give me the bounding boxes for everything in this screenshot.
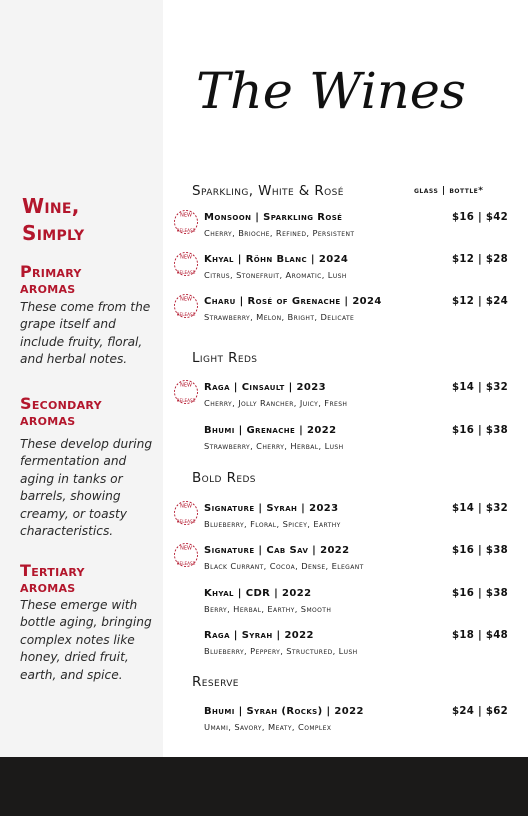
wine-notes: Strawberry, Cherry, Herbal, Lush: [204, 441, 344, 451]
wine-price: $18 | $48: [451, 630, 508, 641]
new-release-badge-icon: [172, 208, 200, 236]
svg-text:RELEASE: RELEASE: [176, 312, 196, 317]
section-title: Reserve: [192, 674, 239, 690]
svg-text:NEW: NEW: [180, 212, 192, 219]
wine-item: [172, 503, 512, 535]
section-title: Light Reds: [192, 350, 258, 366]
tertiary-aromas-heading: [20, 563, 85, 595]
section-title: Bold Reds: [192, 470, 256, 486]
wine-price: $12 | $24: [451, 296, 508, 307]
wine-price: $16 | $38: [451, 545, 508, 556]
secondary-aromas-body: These develop during fermentation and aging in tanks or barrels, showing creamy, or toasty characteristics.: [20, 437, 153, 539]
svg-text:NEW: NEW: [180, 503, 192, 510]
tertiary-aromas-body: These emerge with bottle aging, bringing complex notes like honey, dried fruit, earth, and spice.: [20, 598, 152, 682]
wine-item: [172, 545, 512, 577]
price-column-header: glass | bottle*: [414, 186, 484, 196]
page-title: [186, 30, 476, 150]
wine-price: $24 | $62: [451, 706, 508, 717]
svg-text:RELEASE: RELEASE: [176, 228, 196, 233]
wine-name: Signature | Syrah | 2023: [204, 503, 339, 514]
wine-notes: Black Currant, Cocoa, Dense, Elegant: [204, 561, 364, 571]
svg-text:NEW: NEW: [180, 254, 192, 261]
wine-name: Bhumi | Syrah (Rocks) | 2022: [204, 706, 364, 717]
wine-item: [172, 254, 512, 286]
wine-name: Raga | Cinsault | 2023: [204, 382, 326, 393]
new-release-badge-icon: [172, 292, 200, 320]
wine-notes: Strawberry, Melon, Bright, Delicate: [204, 312, 355, 322]
wine-name: Raga | Syrah | 2022: [204, 630, 314, 641]
sidebar-heading: [22, 193, 84, 247]
new-release-badge-icon: [172, 378, 200, 406]
sidebar-heading-line2: Simply: [22, 221, 85, 245]
sidebar-heading-line1: Wine,: [22, 194, 80, 218]
svg-text:RELEASE: RELEASE: [176, 561, 196, 566]
svg-text:NEW: NEW: [180, 296, 192, 303]
primary-aromas-heading: [20, 264, 82, 296]
wine-notes: Cherry, Jolly Rancher, Juicy, Fresh: [204, 398, 348, 408]
primary-aromas-title-1: Primary: [20, 262, 82, 281]
wine-item: [172, 706, 512, 738]
wine-price: $16 | $38: [451, 425, 508, 436]
wine-notes: Blueberry, Floral, Spicey, Earthy: [204, 519, 341, 529]
primary-aromas-body: These come from the grape itself and include fruity, floral, and herbal notes.: [20, 300, 151, 367]
wine-notes: Cherry, Brioche, Refined, Persistent: [204, 228, 355, 238]
wine-item: [172, 382, 512, 414]
secondary-aromas-heading: [20, 396, 102, 428]
wine-item: [172, 425, 512, 457]
wine-price: $12 | $28: [451, 254, 508, 265]
wine-notes: Umami, Savory, Meaty, Complex: [204, 722, 332, 732]
page-title-text: The Wines: [196, 62, 466, 120]
section-title: Sparkling, White & Rosé: [192, 183, 344, 199]
new-release-badge-icon: [172, 499, 200, 527]
svg-text:RELEASE: RELEASE: [176, 270, 196, 275]
wine-price: $16 | $38: [451, 588, 508, 599]
wine-name: Bhumi | Grenache | 2022: [204, 425, 337, 436]
wine-item: [172, 588, 512, 620]
svg-text:NEW: NEW: [180, 545, 192, 552]
wine-price: $14 | $32: [451, 382, 508, 393]
footer-bar: [0, 757, 528, 816]
wine-name: Charu | Rosé of Grenache | 2024: [204, 296, 382, 307]
wine-notes: Citrus, Stonefruit, Aromatic, Lush: [204, 270, 347, 280]
tertiary-aromas-title-2: aromas: [20, 577, 76, 596]
new-release-badge-icon: [172, 250, 200, 278]
wine-notes: Blueberry, Peppery, Structured, Lush: [204, 646, 358, 656]
wine-name: Khyal | Röhn Blanc | 2024: [204, 254, 349, 265]
wine-item: [172, 630, 512, 662]
wine-price: $16 | $42: [451, 212, 508, 223]
svg-text:RELEASE: RELEASE: [176, 398, 196, 403]
secondary-aromas-title-2: aromas: [20, 410, 76, 429]
primary-aromas-title-2: aromas: [20, 278, 76, 297]
wine-name: Monsoon | Sparkling Rosé: [204, 212, 343, 223]
tertiary-aromas-title-1: Tertiary: [20, 561, 85, 580]
svg-text:RELEASE: RELEASE: [176, 519, 196, 524]
svg-text:NEW: NEW: [180, 382, 192, 389]
secondary-aromas-title-1: Secondary: [20, 394, 102, 413]
wine-name: Khyal | CDR | 2022: [204, 588, 312, 599]
wine-price: $14 | $32: [451, 503, 508, 514]
wine-notes: Berry, Herbal, Earthy, Smooth: [204, 604, 332, 614]
new-release-badge-icon: [172, 541, 200, 569]
wine-name: Signature | Cab Sav | 2022: [204, 545, 350, 556]
wine-item: [172, 296, 512, 328]
wine-item: [172, 212, 512, 244]
